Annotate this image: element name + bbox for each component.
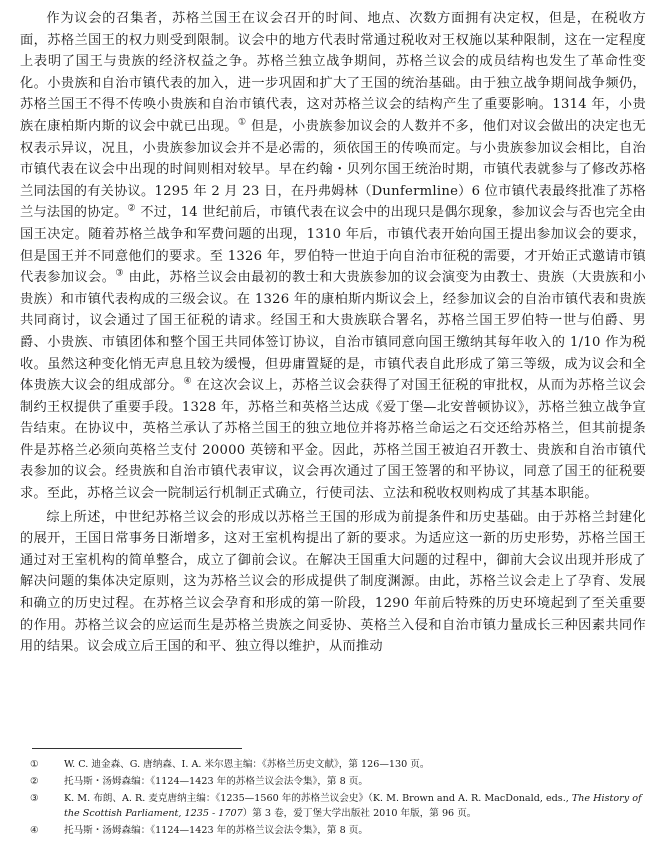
footnote-number: ②	[30, 776, 39, 788]
footnote-book-title: The History of the Scottish Parliament, 1235 - 1707	[64, 793, 642, 819]
footnote-3	[30, 792, 642, 820]
footnote-text: 托马斯・汤姆森编：《1124—1423 年的苏格兰议会法令集》，第 8 页。	[64, 776, 368, 788]
footnote-ref-2[interactable]: ②	[127, 203, 136, 214]
footnote-text-part: K. M. 布朗、A. R. 麦克唐纳主编：《1235—1560 年的苏格兰议会史》（K. M. Brown and A. R. MacDonald, eds.,	[64, 793, 572, 805]
footnote-text: 托马斯・汤姆森编：《1124—1423 年的苏格兰议会法令集》，第 8 页。	[64, 824, 368, 836]
footnote-ref-4[interactable]: ④	[183, 376, 192, 387]
footnote-text: W. C. 迪金森、G. 唐纳森、I. A. 米尔恩主编：《苏格兰历史文献》，第 126—130 页。	[64, 759, 430, 770]
footnote-text	[64, 792, 642, 820]
footnote-number: ①	[30, 759, 39, 770]
footnote-text-part: ）第 3 卷，爱丁堡大学出版社 2010 年版，第 96 页。	[242, 807, 477, 819]
paragraph-text: 在这次会议上，苏格兰议会获得了对国王征税的审批权，从而为苏格兰议会制约王权提供了重要手段。1328 年，苏格兰和英格兰达成《爱丁堡—北安普顿协议》，苏格兰独立战争宣告结束。在协议中，英格兰承认了苏格兰国王的独立地位并将苏格兰命运之石交还给苏格兰，但其前提条件是苏格兰必须向英格兰支付 20000 英镑和平金。因此，苏格兰国王被迫召开教士、贵族和自治市镇代表参加的议会。经贵族和自治市镇代表审议，议会再次通过了国王签署的和平协议，同意了国王的征税要求。至此，苏格兰议会一院制运行机制正式确立，行使司法、立法和税收权则构成了其基本职能。	[20, 378, 646, 502]
footnote-ref-3[interactable]: ③	[115, 268, 124, 279]
body-paragraph-1	[20, 8, 646, 505]
footnote-number: ③	[30, 793, 39, 805]
paragraph-text: 由此，苏格兰议会由最初的教士和大贵族参加的议会演变为由教士、贵族（大贵族和小贵族）和市镇代表构成的三级会议。在 1326 年的康柏斯内斯议会上，经参加议会的自治市镇代表和贵族共同商讨，议会通过了国王征税的请求。经国王和大贵族联合署名，苏格兰国王罗伯特一世与伯爵、男爵、小贵族、市镇团体和整个国王共同体签订协议，自治市镇同意向国王缴纳其每年收入的 1/10 作为税收。虽然这种变化悄无声息且较为缓慢，但毋庸置疑的是，市镇代表自此形成了第三等级，成为议会和全体贵族大议会的组成部分。	[20, 270, 647, 394]
paragraph-text: 作为议会的召集者，苏格兰国王在议会召开的时间、地点、次数方面拥有决定权，但是，在税收方面，苏格兰国王的权力则受到限制。议会中的地方代表时常通过税收对王权施以某种限制，这在一定程度上表明了国王与贵族的经济权益之争。苏格兰独立战争期间，苏格兰议会的成员结构也发生了革命性变化。小贵族和自治市镇代表的加入，进一步巩固和扩大了王国的统治基础。由于独立战争期间战争频仍，苏格兰国王不得不传唤小贵族和自治市镇代表，这对苏格兰议会的结构产生了重要影响。1314 年，小贵族在康柏斯内斯的议会中就已出现。	[20, 11, 646, 134]
paragraph-text: 但是，小贵族参加议会的人数并不多，他们对议会做出的决定也无权表示异议，况且，小贵族参加议会并不是必需的，须依国王的传唤而定。与小贵族参加议会相比，自治市镇代表在议会中出现的时间则相对较早。早在约翰・贝列尔国王统治时期，市镇代表就参与了修改苏格兰同法国的有关协议。1295 年 2 月 23 日，在丹弗姆林（Dunfermline）6 位市镇代表最终批准了苏格兰与法国的协定。	[20, 118, 646, 221]
footnote-ref-1[interactable]: ①	[237, 117, 247, 128]
footnote-4	[30, 824, 642, 838]
footnote-2	[30, 775, 642, 789]
footnote-1	[30, 758, 642, 772]
footnote-number: ④	[30, 824, 39, 836]
footnotes	[30, 758, 642, 841]
body-paragraph-2: 综上所述，中世纪苏格兰议会的形成以苏格兰王国的形成为前提条件和历史基础。由于苏格兰封建化的展开，王国日常事务日渐增多，这对王室机构提出了新的要求。为适应这一新的历史形势，苏格兰国王通过对王室机构的简单整合，成立了御前会议。在解决王国重大问题的过程中，御前大会议出现并形成了解决问题的集体决定原则，这为苏格兰议会的形成提供了制度渊源。由此，苏格兰议会走上了孕育、发展和确立的历史过程。在苏格兰议会孕育和形成的第一阶段，1290 年前后特殊的历史环境起到了至关重要的作用。苏格兰议会的应运而生是苏格兰贵族之间妥协、英格兰入侵和自治市镇力量成长三种因素共同作用的结果。议会成立后王国的和平、独立得以维护，从而推动	[20, 509, 646, 655]
paragraph-text: 不过，14 世纪前后，市镇代表在议会中的出现只是偶尔现象，参加议会与否也完全由国王决定。随着苏格兰战争和军费问题的出现，1310 年后，市镇代表开始向国王提出参加议会的要求，但是国王并不同意他们的要求。至 1326 年，罗伯特一世迫于向自治市征税的需要，才开始正式邀请市镇代表参加议会。	[20, 205, 646, 286]
footnote-divider	[32, 748, 242, 749]
